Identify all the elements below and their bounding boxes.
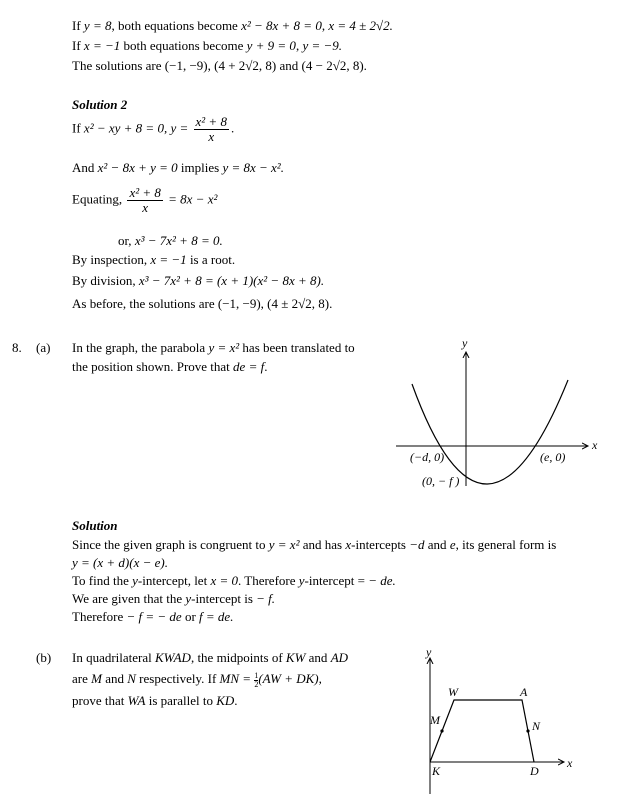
fraction-1: $\frac{\text{x² + 8}}{x}$ [195, 114, 227, 144]
parabola-graph [392, 336, 604, 496]
solution-2-line-6: By division, x³ − 7x² + 8 = (x + 1)(x² − 8x + 8). [72, 273, 325, 288]
solution-2-line-3: Equating, $\frac{\text{x² + 8}}{x}$ = 8x − x² [72, 185, 218, 215]
solution-2-line-2: And x² − 8x + y = 0 implies y = 8x − x². [72, 160, 284, 175]
x-axis-label-2: x [567, 756, 573, 770]
solution-8a-line-3: To find the y-intercept, let x = 0. Therefore y-intercept = − de. [72, 573, 396, 588]
point-neg-f: (0, − f ) [422, 474, 460, 488]
solution-2-line-4: or, x³ − 7x² + 8 = 0. [118, 233, 223, 248]
question-8a-part: (a) [36, 340, 51, 355]
question-8b-line-1: In quadrilateral KWAD, the midpoints of KW and AD [72, 650, 349, 665]
label-m: M [430, 713, 440, 727]
fraction-2: $\frac{\text{x² + 8}}{x}$ [129, 185, 161, 215]
point-neg-d: (−d, 0) [410, 450, 445, 464]
solution-2-line-5: By inspection, x = −1 is a root. [72, 252, 236, 267]
midpoint-n [526, 729, 529, 732]
vertex-d: D [530, 764, 539, 778]
y-axis-label: y [462, 336, 468, 350]
solution-8a-line-2: y = (x + d)(x − e). [72, 555, 168, 570]
solution-8a-line-5: Therefore − f = − de or f = de. [72, 609, 234, 624]
solution-8a-line-4: We are given that the y-intercept is − f. [72, 591, 276, 606]
quadrilateral-graph [414, 644, 584, 800]
question-8b-line-2: are M and N respectively. If MN = $\frac{1}{2}$ (AW + DK), [72, 670, 322, 689]
label-n: N [532, 719, 541, 733]
fraction-half: $\frac{1}{2}$ [254, 670, 259, 689]
vertex-w: W [448, 685, 458, 699]
top-line-3: The solutions are (−1, −9), (4 + 2√2, 8) and (4 − 2√2, 8). [72, 58, 367, 73]
question-8a-line-1: In the graph, the parabola y = x² has been translated to [72, 340, 355, 355]
solution-8a-heading: Solution [72, 518, 118, 533]
quadrilateral-kwad [430, 700, 534, 762]
solution-2-line-1: If x² − xy + 8 = 0, y = $\frac{\text{x² + 8}}{x}$ . [72, 114, 235, 144]
question-8b-line-3: prove that WA is parallel to KD. [72, 693, 238, 708]
midpoint-m [440, 729, 443, 732]
solution-8a-line-1: Since the given graph is congruent to y = x² and has x-intercepts −d and e, its general form is [72, 537, 557, 552]
vertex-a: A [520, 685, 528, 699]
question-8b-part: (b) [36, 650, 52, 665]
point-e: (e, 0) [540, 450, 566, 464]
question-8a-line-2: the position shown. Prove that de = f. [72, 359, 268, 374]
top-line-1: If y = 8, both equations become x² − 8x + 8 = 0, x = 4 ± 2√2. [72, 18, 393, 33]
y-axis-label-2: y [426, 645, 432, 659]
vertex-k: K [432, 764, 441, 778]
x-axis-label: x [592, 438, 598, 452]
parabola-curve [412, 380, 568, 484]
top-line-2: If x = −1 both equations become y + 9 = 0, y = −9. [72, 38, 343, 53]
solution-2-heading: Solution 2 [72, 97, 128, 112]
question-8-number: 8. [12, 340, 22, 355]
solution-2-line-7: As before, the solutions are (−1, −9), (4 ± 2√2, 8). [72, 296, 333, 311]
